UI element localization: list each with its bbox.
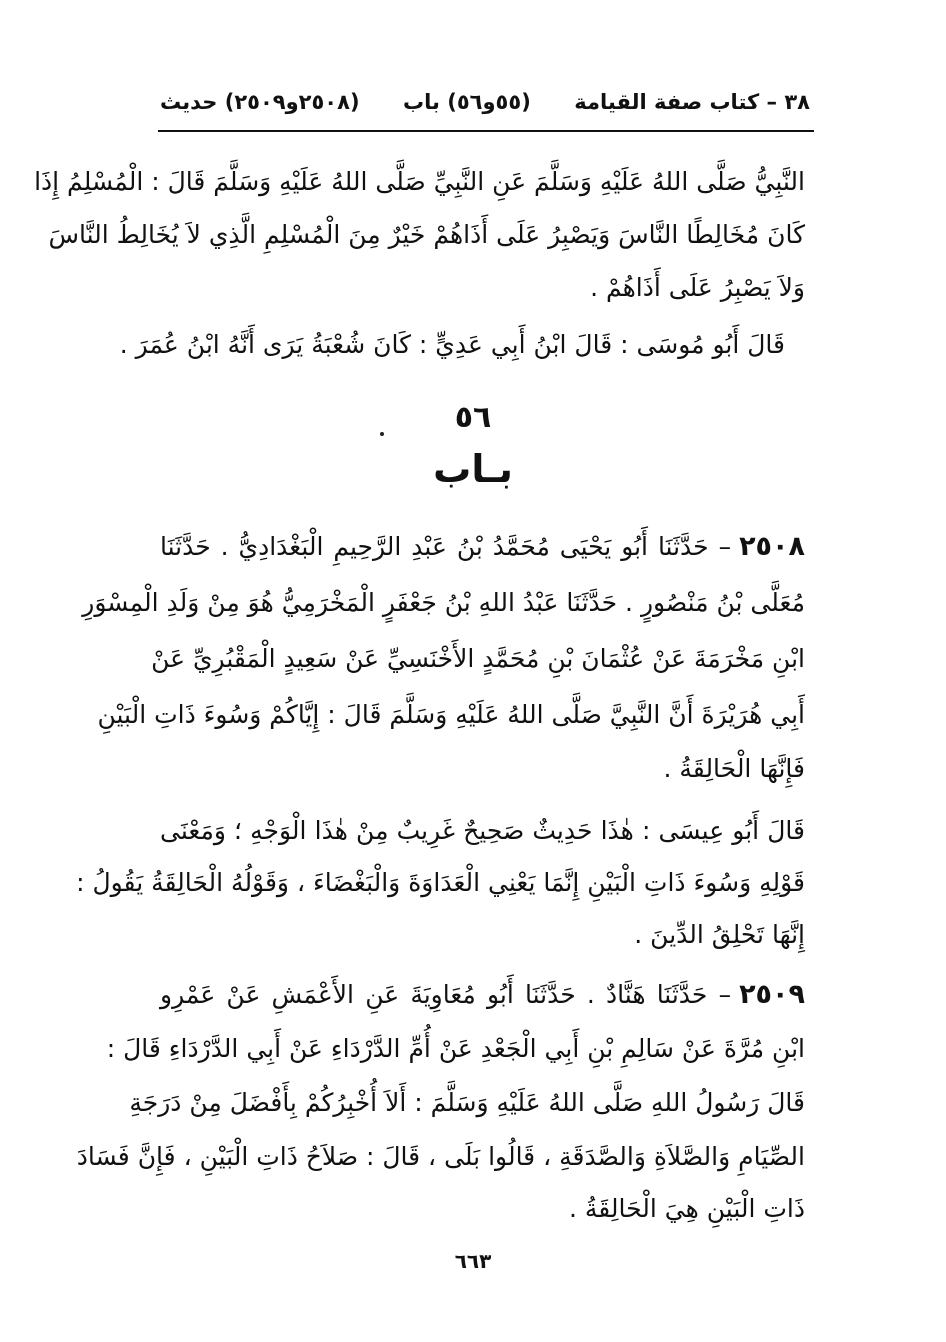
header-book-title: ٣٨ – كتاب صفة القيامة xyxy=(574,90,810,114)
chapter-title: بـاب xyxy=(433,447,513,491)
header-divider xyxy=(158,130,814,132)
hadith-number: ٢٥٠٩ xyxy=(739,979,805,1010)
text-line: قَالَ رَسُولُ اللهِ صَلَّى اللهُ عَلَيْهِ وَسَلَّمَ : أَلاَ أُخْبِرُكُمْ بِأَفْضَلَ مِنْ دَرَجَةِ xyxy=(129,1088,805,1117)
text-line: أَبِي هُرَيْرَةَ أَنَّ النَّبِيَّ صَلَّى اللهُ عَلَيْهِ وَسَلَّمَ قَالَ : إِيَّاكُمْ وَسُوءَ ذَاتِ الْبَيْنِ xyxy=(97,700,805,729)
page-number: ٦٦٣ xyxy=(454,1249,492,1273)
commentary-line: قَوْلِهِ وَسُوءَ ذَاتِ الْبَيْنِ إِنَّمَا يَعْنِي الْعَدَاوَةَ وَالْبَغْضَاءَ ، وَقَوْلُهُ الْحَالِقَةُ يَقُولُ : xyxy=(76,868,805,897)
commentary-line: إِنَّهَا تَحْلِقُ الدِّينَ . xyxy=(634,920,805,949)
hadith-first-line xyxy=(160,970,805,1020)
text-line: ذَاتِ الْبَيْنِ هِيَ الْحَالِقَةُ . xyxy=(568,1194,805,1223)
text-line: ابْنِ مُرَّةَ عَنْ سَالِمِ بْنِ أَبِي الْجَعْدِ عَنْ أُمِّ الدَّرْدَاءِ عَنْ أَبِي الدَّرْدَاءِ قَالَ : xyxy=(106,1034,805,1063)
text-line: النَّبِيُّ صَلَّى اللهُ عَلَيْهِ وَسَلَّمَ عَنِ النَّبِيِّ صَلَّى اللهُ عَلَيْهِ وَسَلَّمَ قَالَ : الْمُسْلِمُ إِذَا xyxy=(34,167,805,196)
text-line: وَلاَ يَصْبِرُ عَلَى أَذَاهُمْ . xyxy=(590,273,805,302)
text-line: مُعَلَّى بْنُ مَنْصُورٍ . حَدَّثَنَا عَبْدُ اللهِ بْنُ جَعْفَرٍ الْمَخْرَمِيُّ هُوَ مِنْ وَلَدِ الْمِسْوَرِ xyxy=(82,588,805,617)
ink-speck xyxy=(380,432,384,436)
commentary-line: قَالَ أَبُو عِيسَى : هٰذَا حَدِيثٌ صَحِيحٌ غَرِيبٌ مِنْ هٰذَا الْوَجْهِ ؛ وَمَعْنَى xyxy=(160,816,805,845)
text-line: فَإِنَّهَا الْحَالِقَةُ . xyxy=(663,754,805,783)
text-line: كَانَ مُخَالِطًا النَّاسَ وَيَصْبِرُ عَلَى أَذَاهُمْ خَيْرٌ مِنَ الْمُسْلِمِ الَّذِي لاَ يُخَالِطُ النَّاسَ xyxy=(48,220,805,249)
hadith-first-line xyxy=(160,522,805,572)
commentary-line: قَالَ أَبُو مُوسَى : قَالَ ابْنُ أَبِي عَدِيٍّ : كَانَ شُعْبَةُ يَرَى أَنَّهُ ابْنُ عُمَرَ . xyxy=(119,330,785,359)
chapter-number: ٥٦ xyxy=(454,400,492,435)
header-hadith-range: (٢٥٠٨و٢٥٠٩) حديث xyxy=(160,90,360,114)
hadith-text: – حَدَّثَنَا هَنَّادٌ . حَدَّثَنَا أَبُو مُعَاوِيَةَ عَنِ الأَعْمَشِ عَنْ عَمْرِو xyxy=(160,980,732,1009)
running-header xyxy=(160,82,810,122)
hadith-number: ٢٥٠٨ xyxy=(739,531,805,562)
text-line: ابْنِ مَخْرَمَةَ عَنْ عُثْمَانَ بْنِ مُحَمَّدٍ الأَخْنَسِيِّ عَنْ سَعِيدٍ الْمَقْبُرِيِّ عَنْ xyxy=(151,644,805,673)
text-line: الصِّيَامِ وَالصَّلاَةِ وَالصَّدَقَةِ ، قَالُوا بَلَى ، قَالَ : صَلاَحُ ذَاتِ الْبَيْنِ ، فَإِنَّ فَسَادَ xyxy=(76,1142,805,1171)
hadith-text: – حَدَّثَنَا أَبُو يَحْيَى مُحَمَّدُ بْنُ عَبْدِ الرَّحِيمِ الْبَغْدَادِيُّ . حَدَّثَنَا xyxy=(160,532,732,561)
header-chapter-range: (٥٥و٥٦) باب xyxy=(403,90,531,114)
